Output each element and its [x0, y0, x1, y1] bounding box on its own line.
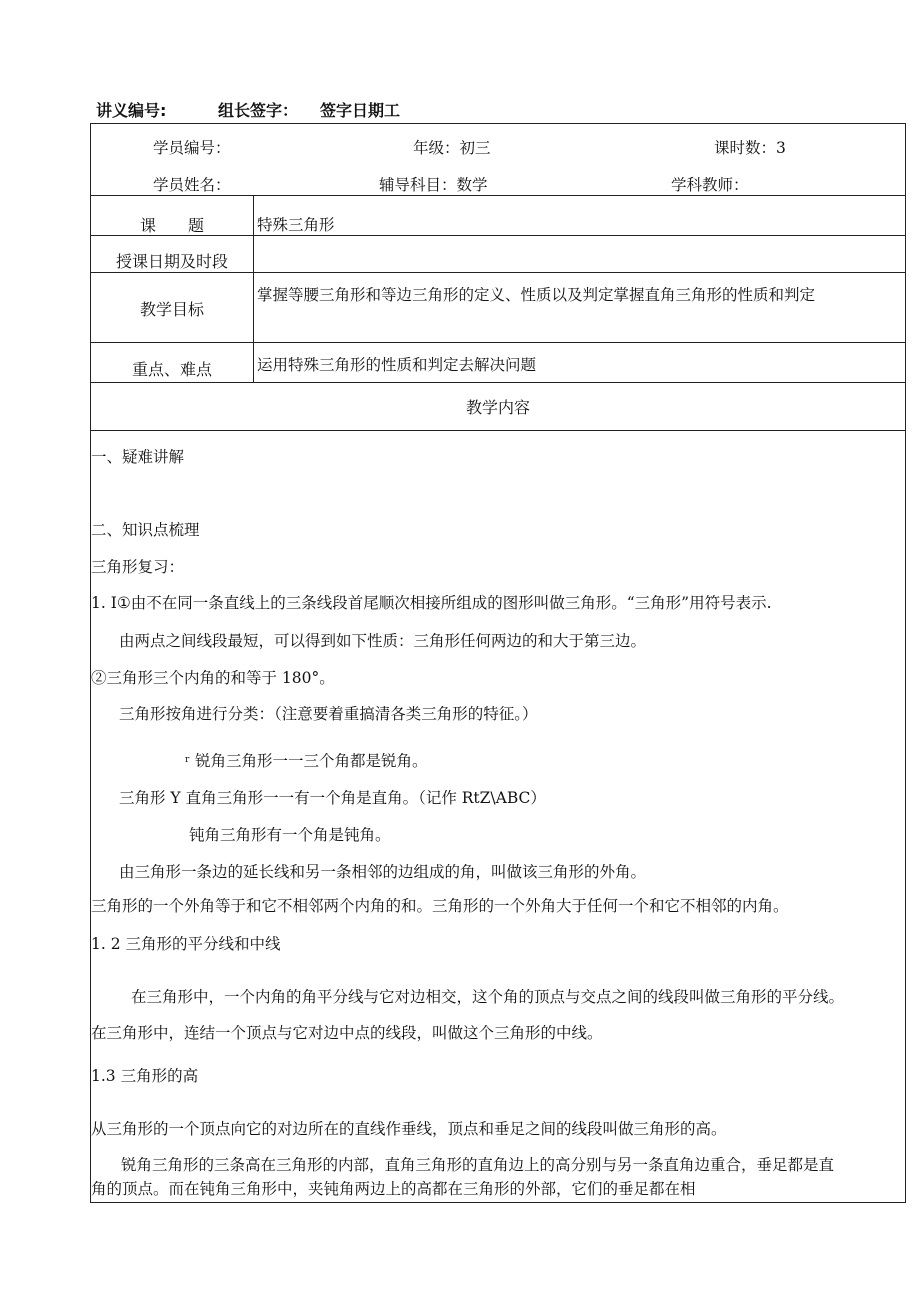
subject-label: 辅导科目：数学 — [379, 176, 488, 194]
paragraph-altitude-position: 锐角三角形的三条高在三角形的内部，直角三角形的直角边上的高分别与另一条直角边重合，垂足都是直 — [121, 1156, 835, 1174]
topic-label: 课 题 — [139, 216, 204, 235]
right-triangle-item: 三角形 Y 直角三角形一一有一个角是直角。（记作 RtZ\ABC） — [119, 789, 546, 807]
date-label: 授课日期及时段 — [115, 252, 228, 271]
goals-value: 掌握等腰三角形和等边三角形的定义、性质以及判定掌握直角三角形的性质和判定 — [257, 286, 816, 304]
student-info-row — [91, 124, 905, 196]
class-hours-label: 课时数：3 — [714, 139, 786, 157]
topic-value: 特殊三角形 — [257, 216, 335, 234]
paragraph-angle-sum: ②三角形三个内角的和等于 180°。 — [91, 669, 335, 687]
brace-mark: r — [185, 755, 190, 765]
triangle-review-heading: 三角形复习： — [91, 558, 185, 576]
key-points-value: 运用特殊三角形的性质和判定去解决问题 — [257, 356, 537, 374]
date-row — [91, 236, 905, 273]
key-points-label: 重点、难点 — [131, 360, 212, 379]
obtuse-triangle-item: 钝角三角形有一个角是钝角。 — [189, 826, 391, 844]
content-title: 教学内容 — [465, 398, 530, 417]
paragraph-bisector: 在三角形中，一个内角的角平分线与它对边相交，这个角的顶点与交点之间的线段叫做三角形的平分线。 — [131, 988, 845, 1006]
paragraph-altitude: 从三角形的一个顶点向它的对边所在的直线作垂线，顶点和垂足之间的线段叫做三角形的高。 — [91, 1120, 727, 1138]
paragraph-exterior-angle: 由三角形一条边的延长线和另一条相邻的边组成的角，叫做该三角形的外角。 — [119, 863, 647, 881]
paragraph-side-property: 由两点之间线段最短，可以得到如下性质：三角形任何两边的和大于第三边。 — [119, 632, 647, 650]
paragraph-classification: 三角形按角进行分类：（注意要着重搞清各类三角形的特征。） — [119, 705, 538, 723]
leader-signature-label: 组长签字： — [218, 101, 299, 120]
paragraph-median: 在三角形中，连结一个顶点与它对边中点的线段，叫做这个三角形的中线。 — [91, 1024, 603, 1042]
section-knowledge-points: 二、知识点梳理 — [91, 521, 200, 539]
student-number-label: 学员编号： — [153, 139, 231, 157]
section-difficult-points: 一、疑难讲解 — [91, 448, 185, 466]
lecture-number-label: 讲义编号: — [96, 101, 167, 120]
signature-date-label: 签字日期工 — [320, 101, 401, 120]
grade-label: 年级：初三 — [413, 139, 491, 157]
heading-bisector-median: 1. 2 三角形的平分线和中线 — [91, 935, 281, 953]
paragraph-exterior-property: 三角形的一个外角等于和它不相邻两个内角的和。三角形的一个外角大于任何一个和它不相邻的内角。 — [91, 897, 789, 915]
content-title-row — [91, 383, 905, 431]
student-name-label: 学员姓名： — [153, 176, 231, 194]
goals-row — [91, 273, 905, 343]
acute-triangle-item: 锐角三角形一一三个角都是锐角。 — [195, 752, 428, 770]
heading-altitude: 1.3 三角形的高 — [91, 1067, 199, 1085]
paragraph-definition: 1. I①由不在同一条直线上的三条线段首尾顺次相接所组成的图形叫做三角形。“三角形”用符号表示. — [91, 594, 772, 612]
paragraph-altitude-position-cont: 角的顶点。而在钝角三角形中，夹钝角两边上的高都在三角形的外部，它们的垂足都在相 — [91, 1180, 696, 1198]
teacher-label: 学科教师： — [671, 176, 749, 194]
key-points-row — [91, 343, 905, 383]
topic-row — [91, 196, 905, 236]
lesson-plan-table — [90, 123, 906, 1203]
goals-label: 教学目标 — [139, 300, 204, 319]
